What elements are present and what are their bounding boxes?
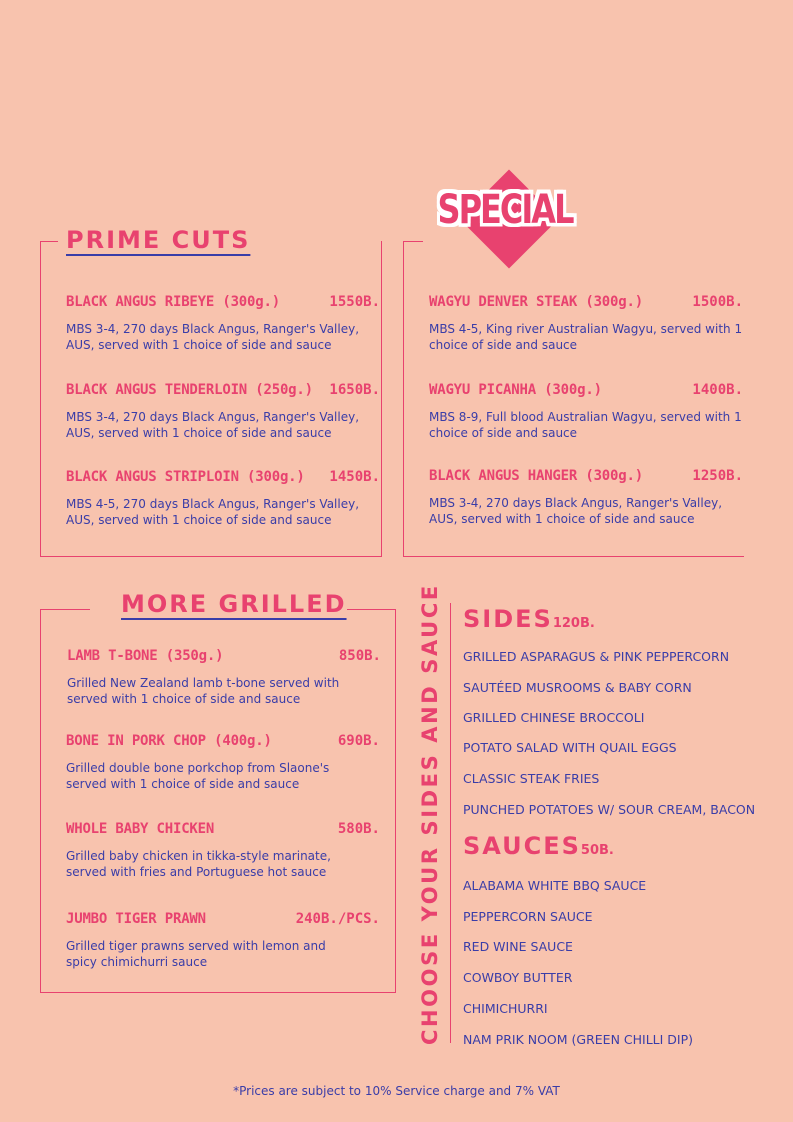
item-name: BONE IN PORK CHOP (400g.) bbox=[66, 733, 272, 749]
sauces-price: 50B. bbox=[580, 843, 614, 858]
menu-item bbox=[429, 294, 743, 354]
item-price: 1450B. bbox=[329, 469, 380, 485]
sauce-item: ALABAMA WHITE BBQ SAUCE bbox=[463, 878, 647, 893]
side-item: GRILLED CHINESE BROCCOLI bbox=[463, 710, 645, 725]
menu-item bbox=[67, 648, 381, 708]
item-description: Grilled tiger prawns served with lemon and spicy chimichurri sauce bbox=[66, 939, 326, 969]
item-description: MBS 8-9, Full blood Australian Wagyu, served with 1 choice of side and sauce bbox=[429, 410, 742, 440]
side-item: GRILLED ASPARAGUS & PINK PEPPERCORN bbox=[463, 649, 730, 664]
item-name: WAGYU PICANHA (300g.) bbox=[429, 382, 602, 398]
divider-line bbox=[450, 603, 451, 1043]
side-item: SAUTÉED MUSROOMS & BABY CORN bbox=[463, 680, 692, 695]
item-name: WHOLE BABY CHICKEN bbox=[66, 821, 215, 837]
item-description: Grilled double bone porkchop from Slaone's served with 1 choice of side and sauce bbox=[66, 761, 330, 791]
sides-heading bbox=[463, 605, 595, 633]
sauce-item: CHIMICHURRI bbox=[463, 1001, 548, 1016]
menu-item bbox=[429, 468, 743, 528]
sauces-heading bbox=[463, 832, 614, 860]
sauce-item: COWBOY BUTTER bbox=[463, 970, 573, 985]
sides-price: 120B. bbox=[552, 616, 595, 631]
menu-item bbox=[66, 821, 380, 881]
more-grilled-title: MORE GRILLED bbox=[121, 590, 347, 618]
item-price: 690B. bbox=[337, 733, 380, 749]
item-description: MBS 4-5, 270 days Black Angus, Ranger's Valley, AUS, served with 1 choice of side and sauce bbox=[66, 497, 360, 527]
menu-item bbox=[66, 469, 380, 529]
item-price: 850B. bbox=[338, 648, 381, 664]
sides-sauce-vertical-title: CHOOSE YOUR SIDES AND SAUCE bbox=[418, 583, 442, 1045]
side-item: POTATO SALAD WITH QUAIL EGGS bbox=[463, 740, 677, 755]
menu-item bbox=[66, 294, 380, 354]
side-item: CLASSIC STEAK FRIES bbox=[463, 771, 600, 786]
item-price: 1550B. bbox=[329, 294, 380, 310]
item-price: 1250B. bbox=[692, 468, 743, 484]
item-name: LAMB T-BONE (350g.) bbox=[67, 648, 224, 664]
special-title: SPECIAL bbox=[437, 185, 573, 233]
item-price: 1500B. bbox=[692, 294, 743, 310]
item-description: MBS 4-5, King river Australian Wagyu, served with 1 choice of side and sauce bbox=[429, 322, 743, 352]
menu-item bbox=[66, 911, 380, 971]
item-name: WAGYU DENVER STEAK (300g.) bbox=[429, 294, 643, 310]
item-description: Grilled New Zealand lamb t-bone served with served with 1 choice of side and sauce bbox=[67, 676, 340, 706]
item-price: 240B./PCS. bbox=[295, 911, 380, 927]
item-description: MBS 3-4, 270 days Black Angus, Ranger's Valley, AUS, served with 1 choice of side and sauce bbox=[66, 410, 360, 440]
menu-item bbox=[66, 733, 380, 793]
item-name: BLACK ANGUS TENDERLOIN (250g.) bbox=[66, 382, 313, 398]
sauce-item: PEPPERCORN SAUCE bbox=[463, 909, 593, 924]
footer-note: *Prices are subject to 10% Service charge and 7% VAT bbox=[233, 1084, 560, 1098]
item-description: MBS 3-4, 270 days Black Angus, Ranger's Valley, AUS, served with 1 choice of side and sauce bbox=[66, 322, 360, 352]
sides-title: SIDES bbox=[463, 605, 553, 633]
menu-item bbox=[66, 382, 380, 442]
side-item: PUNCHED POTATOES W/ SOUR CREAM, BACON bbox=[463, 802, 756, 817]
item-description: Grilled baby chicken in tikka-style marinate, served with fries and Portuguese hot sauce bbox=[66, 849, 331, 879]
menu-item bbox=[429, 382, 743, 442]
item-price: 1650B. bbox=[329, 382, 380, 398]
item-price: 580B. bbox=[337, 821, 380, 837]
sauce-item: NAM PRIK NOOM (GREEN CHILLI DIP) bbox=[463, 1032, 694, 1047]
prime-cuts-title: PRIME CUTS bbox=[66, 226, 251, 254]
item-price: 1400B. bbox=[692, 382, 743, 398]
item-description: MBS 3-4, 270 days Black Angus, Ranger's Valley, AUS, served with 1 choice of side and sauce bbox=[429, 496, 723, 526]
sauces-title: SAUCES bbox=[463, 832, 581, 860]
item-name: BLACK ANGUS HANGER (300g.) bbox=[429, 468, 643, 484]
item-name: BLACK ANGUS RIBEYE (300g.) bbox=[66, 294, 280, 310]
item-name: BLACK ANGUS STRIPLOIN (300g.) bbox=[66, 469, 305, 485]
sauce-item: RED WINE SAUCE bbox=[463, 939, 573, 954]
item-name: JUMBO TIGER PRAWN bbox=[66, 911, 206, 927]
